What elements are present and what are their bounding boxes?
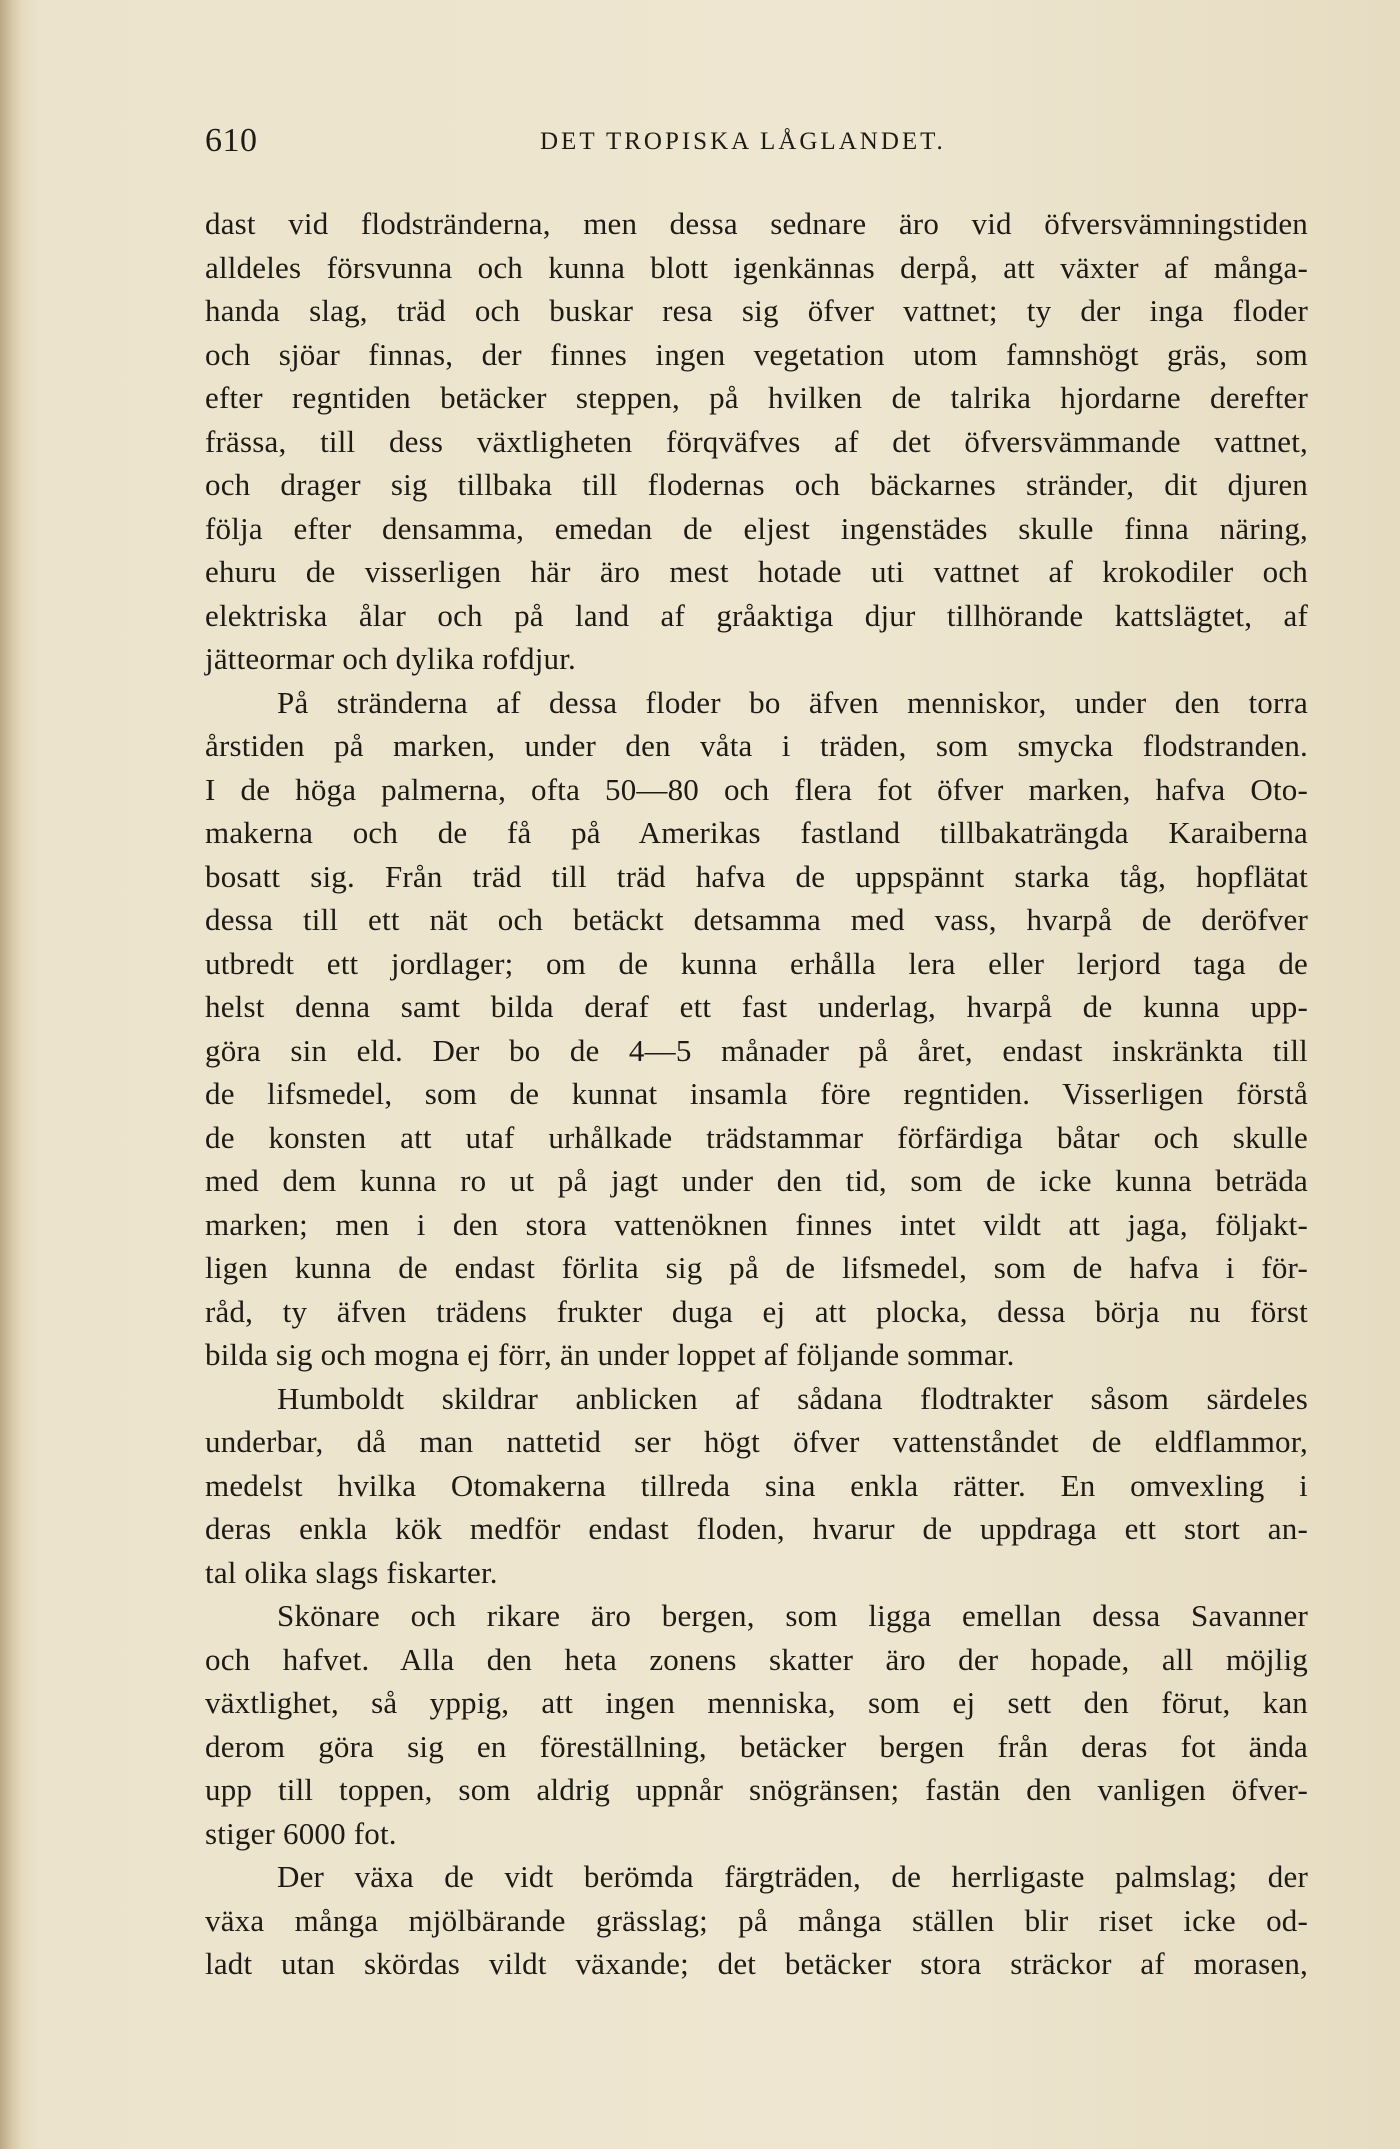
page-number: 610 xyxy=(205,122,258,159)
text-line: följa efter densamma, emedan de eljest ingenstädes skulle finna näring, xyxy=(205,510,1308,546)
text-line: och drager sig tillbaka till flodernas och bäckarnes stränder, dit djuren xyxy=(205,467,1308,502)
text-line: medelst hvilka Otomakerna tillreda sina enkla rätter. En omvexling i xyxy=(205,1467,1308,1503)
text-line: makerna och de få på Amerikas fastland tillbakaträngda Karaiberna xyxy=(205,815,1308,850)
text-line: derom göra sig en föreställning, betäcker bergen från deras fot ända xyxy=(205,1728,1308,1764)
text-line: dessa till ett nät och betäckt detsamma med vass, hvarpå de deröfver xyxy=(205,902,1308,937)
text-line: bosatt sig. Från träd till träd hafva de uppspännt starka tåg, hopflätat xyxy=(205,858,1308,894)
text-line: handa slag, träd och buskar resa sig öfver vattnet; ty der inga floder xyxy=(205,293,1308,328)
text-line: frässa, till dess växtligheten förqväfves af det öfversvämmande vattnet, xyxy=(205,423,1308,459)
text-line: råd, ty äfven trädens frukter duga ej att plocka, dessa börja nu först xyxy=(205,1293,1308,1329)
text-line: underbar, då man nattetid ser högt öfver vattenståndet de eldflammor, xyxy=(205,1424,1308,1459)
text-line: dast vid flodstränderna, men dessa sednare äro vid öfversvämningstiden xyxy=(205,206,1308,241)
text-line: de lifsmedel, som de kunnat insamla före regntiden. Visserligen förstå xyxy=(205,1076,1308,1111)
text-line: ligen kunna de endast förlita sig på de lifsmedel, som de hafva i för- xyxy=(205,1250,1308,1285)
body-text xyxy=(205,202,1308,1986)
text-line: deras enkla kök medför endast floden, hvarur de uppdraga ett stort an- xyxy=(205,1511,1308,1546)
text-line: och sjöar finnas, der finnes ingen vegetation utom famnshögt gräs, som xyxy=(205,336,1308,372)
text-line: Humboldt skildrar anblicken af sådana flodtrakter såsom särdeles xyxy=(277,1380,1308,1416)
text-line: På stränderna af dessa floder bo äfven menniskor, under den torra xyxy=(277,684,1308,720)
running-head xyxy=(205,122,1290,162)
text-line: växtlighet, så yppig, att ingen menniska, som ej sett den förut, kan xyxy=(205,1685,1308,1720)
text-line: stiger 6000 fot. xyxy=(205,1815,397,1851)
text-line: efter regntiden betäcker steppen, på hvilken de talrika hjordarne derefter xyxy=(205,380,1308,415)
text-line: de konsten att utaf urhålkade trädstammar förfärdiga båtar och skulle xyxy=(205,1119,1308,1155)
text-line: och hafvet. Alla den heta zonens skatter äro der hopade, all möjlig xyxy=(205,1641,1308,1677)
text-line: med dem kunna ro ut på jagt under den tid, som de icke kunna beträda xyxy=(205,1163,1308,1198)
text-line: ehuru de visserligen här äro mest hotade uti vattnet af krokodiler och xyxy=(205,554,1308,589)
page-binding-edge xyxy=(0,0,22,2149)
text-line: I de höga palmerna, ofta 50—80 och flera fot öfver marken, hafva Oto- xyxy=(205,771,1308,807)
text-line: Skönare och rikare äro bergen, som ligga emellan dessa Savanner xyxy=(277,1598,1308,1633)
text-line: upp till toppen, som aldrig uppnår snögränsen; fastän den vanligen öfver- xyxy=(205,1772,1308,1807)
text-line: helst denna samt bilda deraf ett fast underlag, hvarpå de kunna upp- xyxy=(205,989,1308,1024)
text-line: tal olika slags fiskarter. xyxy=(205,1554,498,1590)
running-title: DET TROPISKA LÅGLANDET. xyxy=(540,128,946,155)
text-line: växa många mjölbärande grässlag; på många ställen blir riset icke od- xyxy=(205,1902,1308,1938)
text-line: bilda sig och mogna ej förr, än under loppet af följande sommar. xyxy=(205,1337,1015,1372)
text-line: göra sin eld. Der bo de 4—5 månader på året, endast inskränkta till xyxy=(205,1032,1308,1068)
text-line: marken; men i den stora vattenöknen finnes intet vildt att jaga, följakt- xyxy=(205,1206,1308,1242)
text-line: årstiden på marken, under den våta i träden, som smycka flodstranden. xyxy=(205,728,1308,763)
text-line: utbredt ett jordlager; om de kunna erhålla lera eller lerjord taga de xyxy=(205,945,1308,981)
text-line: alldeles försvunna och kunna blott igenkännas derpå, att växter af många- xyxy=(205,249,1308,285)
text-line: ladt utan skördas vildt växande; det betäcker stora sträckor af morasen, xyxy=(205,1946,1308,1981)
text-line: elektriska ålar och på land af gråaktiga djur tillhörande kattslägtet, af xyxy=(205,597,1308,633)
text-line: Der växa de vidt berömda färgträden, de herrligaste palmslag; der xyxy=(277,1859,1308,1894)
text-line: jätteormar och dylika rofdjur. xyxy=(205,641,576,676)
